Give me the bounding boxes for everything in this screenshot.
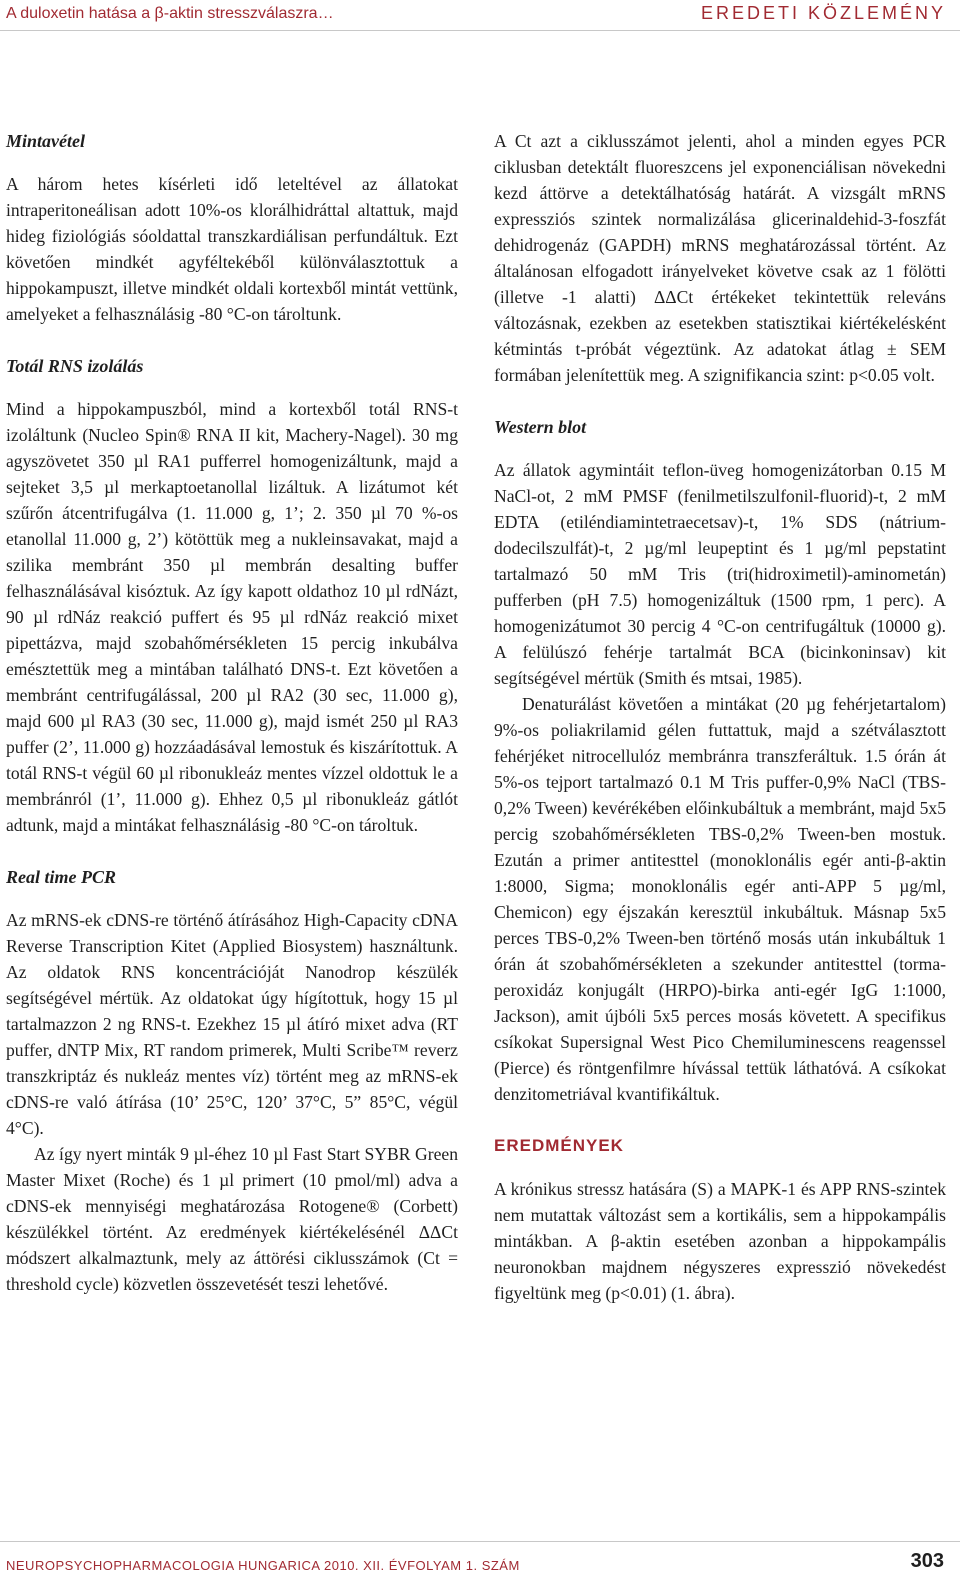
rna-paragraph: Mind a hippokampuszból, mind a kortexből totál RNS-t izoláltunk (Nucleo Spin® RNA II kit, Machery-Nagel). 30 mg agyszövetet 350 µl RA1 pufferrel homogenizáltunk, majd a sejteket 3,5 µl merkaptoetanollal lizáltuk. A lizátumot két szűrőn átcentrifugálva (1. 11.000 g, 1’; 2. 350 µl 70 %-os etanollal 11.000 g, 2’) kötöttük meg a nukleinsavakat, majd a szilika membránt 350 µl membrán desalting buffer felhasználásával kisóztuk. Az így kapott oldathoz 10 µl rdNázt, 90 µl rdNáz reakció puffert és 95 µl rdNáz reakció mixet pipettázva, majd szobahőmérsékleten 15 percig inkubálva emésztettük meg a mintában található DNS-t. Ezt követően a membránt centrifugálással, 200 µl RA2 (30 sec, 11.000 g), majd 600 µl RA3 (30 sec, 11.000 g), majd ismét 250 µl RA3 puffer (2’, 11.000 g) hozzáadásával lemostuk és kiszárítottuk. A totál RNS-t végül 60 µl ribonukleáz mentes vízzel oldottuk le a membránról (1’, 11.000 g). Ehhez 0,5 µl ribonukleáz gátlót adtunk, majd a mintákat felhasználásig -80 °C-on tároltuk. bbox=[6, 399, 458, 835]
pcr-paragraph-1: Az mRNS-ek cDNS-re történő átírásához High-Capacity cDNA Reverse Transcription Kitet (Applied Biosystem) használtunk. Az oldatok RNS koncentrációját Nanodrop készülék segítségével mértük. Az oldatokat úgy hígítottuk, hogy 15 µl tartalmazzon 2 ng RNS-t. Ezekhez 15 µl átíró mixet adva (RT puffer, dNTP Mix, RT random primerek, Multi Scribe™ reverz transzkriptáz és nukleáz mentes víz) történt meg az mRNS-ek cDNS-re való átírása (10’ 25°C, 120’ 37°C, 5” 85°C, végül 4°C). bbox=[6, 910, 458, 1138]
pcr-heading: Real time PCR bbox=[6, 867, 116, 887]
running-title: A duloxetin hatása a β-aktin stresszválaszra… bbox=[6, 5, 334, 22]
pcr-paragraph-2: Az így nyert minták 9 µl-éhez 10 µl Fast Start SYBR Green Master Mixet (Roche) és 1 µl primert (10 pmol/ml) adva a cDNS-ek mennyiségi meghatározása Rotogene® (Corbett) készülékkel történt. Az eredmények kiértékelésénél ΔΔCt módszert alkalmaztunk, mely az áttörési ciklusszámok (Ct = threshold cycle) közvetlen összevetését teszi lehetővé. bbox=[6, 1144, 458, 1294]
left-column bbox=[6, 128, 458, 1297]
sampling-paragraph: A három hetes kísérleti idő leteltével az állatokat intraperitoneálisan adott 10%-os klorálhidráttal altattuk, majd hideg fiziológiás sóoldattal transzkardiálisan perfundáltuk. Ezt követően mindkét agyféltekéből különválasztottuk a hippokampuszt, illetve mindkét oldali kortexből mintát vettünk, amelyeket a felhasználásig -80 °C-on tároltunk. bbox=[6, 174, 458, 324]
footer-divider bbox=[0, 1541, 960, 1542]
right-column bbox=[494, 128, 946, 1306]
page-number: 303 bbox=[910, 1550, 944, 1572]
ct-paragraph: A Ct azt a ciklusszámot jelenti, ahol a minden egyes PCR ciklusban detektált fluoreszcens jel exponenciálisan növekedni kezd áttörve a detektálhatóság határát. A vizsgált mRNS expressziós szintek normalizálása glicerinaldehid-3-foszfát dehidrogenáz (GAPDH) mRNS meghatározással történt. Az általánosan elfogadott irányelveket követve csak az 1 fölötti (illetve -1 alatti) ΔΔCt értékeket tekintettük releváns változásnak, ezekben az esetekben statisztikai kiértékelésként kétmintás t-próbát végeztünk. Az adatokat átlag ± SEM formában jelenítettük meg. A szignifikancia szint: p<0.05 volt. bbox=[494, 131, 946, 385]
results-heading: EREDMÉNYEK bbox=[494, 1136, 624, 1155]
results-paragraph: A krónikus stressz hatására (S) a MAPK-1 és APP RNS-szintek nem mutattak változást sem a kortikális, sem a hippokampális mintákban. A β-aktin esetében azonban a hippokampális neuronokban majdnem négyszeres expresszió növekedést figyeltünk meg (p<0.01) (1. ábra). bbox=[494, 1179, 946, 1303]
footer-journal: NEUROPSYCHOPHARMACOLOGIA HUNGARICA 2010. XII. ÉVFOLYAM 1. SZÁM bbox=[6, 1558, 520, 1573]
page-header bbox=[0, 0, 960, 31]
rna-heading: Totál RNS izolálás bbox=[6, 356, 144, 376]
western-paragraph-2: Denaturálást követően a mintákat (20 µg fehérjetartalom) 9%-os poliakrilamid gélen futtattuk, majd a szétválasztott fehérjéket nitrocellulóz membránra transzferáltuk. 1.5 órán át 5%-os tejport tartalmazó 0.1 M Tris puffer-0,9% NaCl (TBS-0,2% Tween) kevérékében előinkubáltuk a membránt, majd 5x5 percig szobahőmérsékleten TBS-0,2% Tween-ben mostuk. Ezután a primer antitesttel (monoklonális egér anti-β-aktin 1:8000, Sigma; monoklonális egér anti-APP 5 µg/ml, Chemicon) egy éjszakán keresztül inkubáltuk. Másnap 5x5 perces TBS-0,2% Tween-ben történő mosás után inkubáltuk 1 órán át szobahőmérsékleten a szekunder antitesttel (torma-peroxidáz konjugált (HRPO)-birka anti-egér IgG 1:1000, Jackson), amit újbóli 5x5 perces mosás követett. A specifikus csíkokat Supersignal West Pico Chemiluminescens reagenssel (Pierce) és röntgenfilmre hívással tettük láthatóvá. A csíkokat denzitometriával kvantifikáltuk. bbox=[494, 694, 946, 1104]
western-paragraph-1: Az állatok agymintáit teflon-üveg homogenizátorban 0.15 M NaCl-ot, 2 mM PMSF (fenilmetilszulfonil-fluorid)-t, 2 mM EDTA (etiléndiamintetraecetsav)-t, 1% SDS (nátrium-dodecilszulfát)-t, 2 µg/ml leupeptint és 1 µg/ml pepstatint tartalmazó 50 mM Tris (tri(hidroximetil)-aminometán) pufferben (pH 7.5) homogenizáltuk (1500 rpm, 1 perc). A homogenizátumot 30 percig 4 °C-on centrifugáltuk (10000 g). A felülúszó fehérje tartalmát BCA (bicinkoninsav) kit segítségével mértük (Smith és mtsai, 1985). bbox=[494, 460, 946, 688]
section-label: EREDETI KÖZLEMÉNY bbox=[700, 3, 946, 23]
sampling-heading: Mintavétel bbox=[6, 131, 85, 151]
western-heading: Western blot bbox=[494, 417, 587, 437]
